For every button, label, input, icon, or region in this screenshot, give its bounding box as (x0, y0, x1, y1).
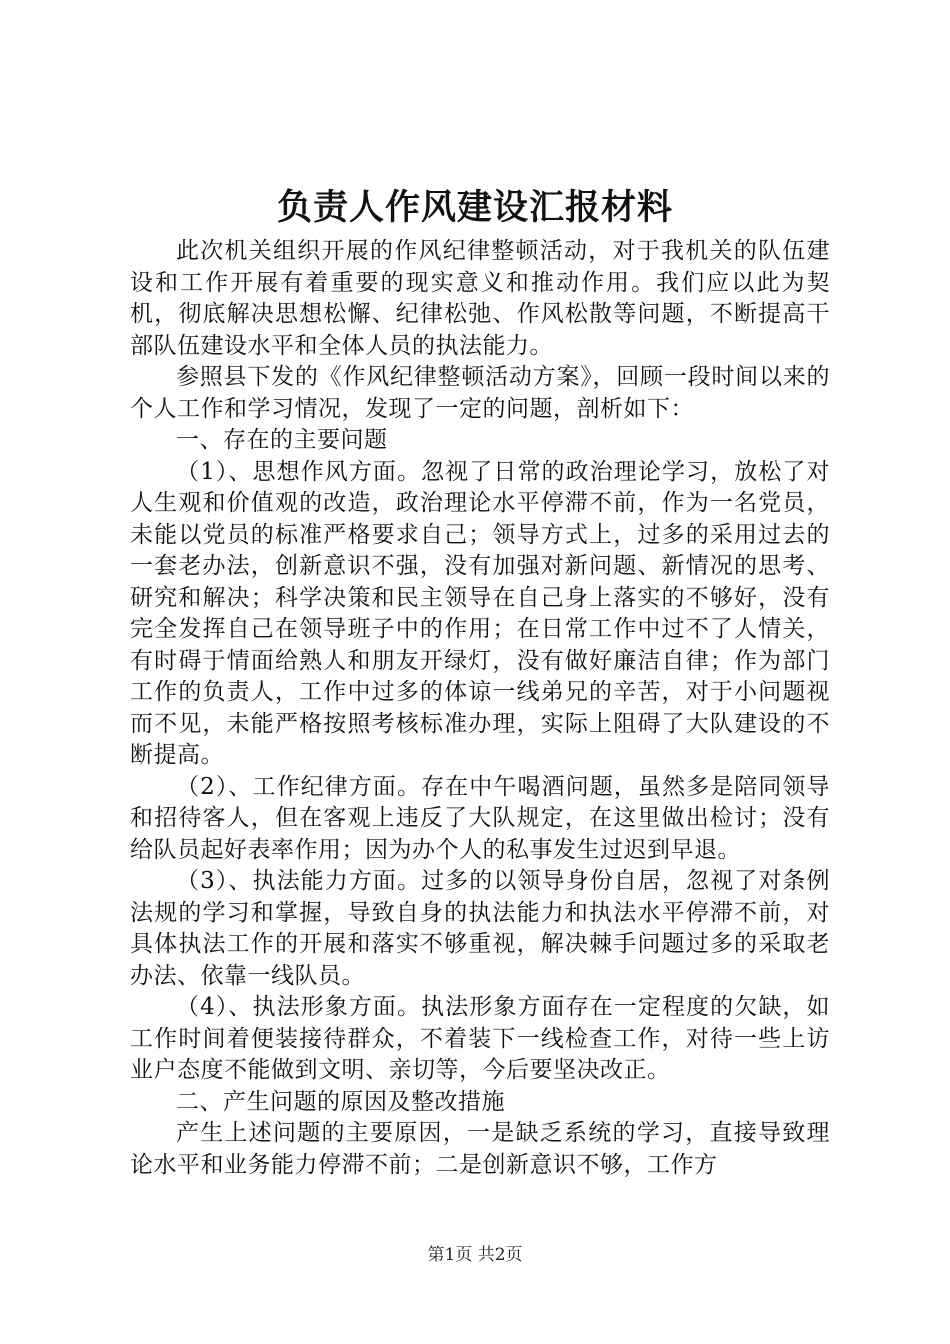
document-body (130, 236, 830, 1181)
paragraph-reference: 参照县下发的《作风纪律整顿活动方案》，回顾一段时间以来的个人工作和学习情况，发现了一定的问题，剖析如下： (130, 364, 830, 422)
page-footer: 第1页 共2页 (427, 1245, 523, 1265)
paragraph-intro: 此次机关组织开展的作风纪律整顿活动，对于我机关的队伍建设和工作开展有着重要的现实意义和推动作用。我们应以此为契机，彻底解决思想松懈、纪律松弛、作风松散等问题，不断提高干部队伍建设水平和全体人员的执法能力。 (130, 238, 830, 359)
section-heading-problems: 一、存在的主要问题 (176, 427, 388, 453)
section-heading-causes: 二、产生问题的原因及整改措施 (176, 1088, 505, 1115)
paragraph-item-4: （4）、执法形象方面。执法形象方面存在一定程度的欠缺，如工作时间着便装接待群众，不着装下一线检查工作，对待一些上访业户态度不能做到文明、亲切等，今后要坚决改正。 (130, 994, 830, 1083)
paragraph-item-3: （3）、执法能力方面。过多的以领导身份自居，忽视了对条例法规的学习和掌握，导致自身的执法能力和执法水平停滞不前，对具体执法工作的开展和落实不够重视，解决棘手问题过多的采取老办法、依靠一线队员。 (130, 868, 830, 989)
document-title: 负责人作风建设汇报材料 (276, 187, 673, 228)
paragraph-item-2: （2）、工作纪律方面。存在中午喝酒问题，虽然多是陪同领导和招待客人，但在客观上违反了大队规定，在这里做出检讨；没有给队员起好表率作用；因为办个人的私事发生过迟到早退。 (130, 773, 830, 863)
paragraph-item-1: （1）、思想作风方面。忽视了日常的政治理论学习，放松了对人生观和价值观的改造，政治理论水平停滞不前，作为一名党员，未能以党员的标准严格要求自己；领导方式上，过多的采用过去的一套老办法，创新意识不强，没有加强对新问题、新情况的思考、研究和解决；科学决策和民主领导在自己身上落实的不够好，没有完全发挥自己在领导班子中的作用；在日常工作中过不了人情关，有时碍于情面给熟人和朋友开绿灯，没有做好廉洁自律；作为部门工作的负责人，工作中过多的体谅一线弟兄的辛苦，对于小问题视而不见，未能严格按照考核标准办理，实际上阻碍了大队建设的不断提高。 (130, 458, 830, 768)
paragraph-causes: 产生上述问题的主要原因，一是缺乏系统的学习，直接导致理论水平和业务能力停滞不前；二是创新意识不够，工作方 (130, 1120, 830, 1178)
